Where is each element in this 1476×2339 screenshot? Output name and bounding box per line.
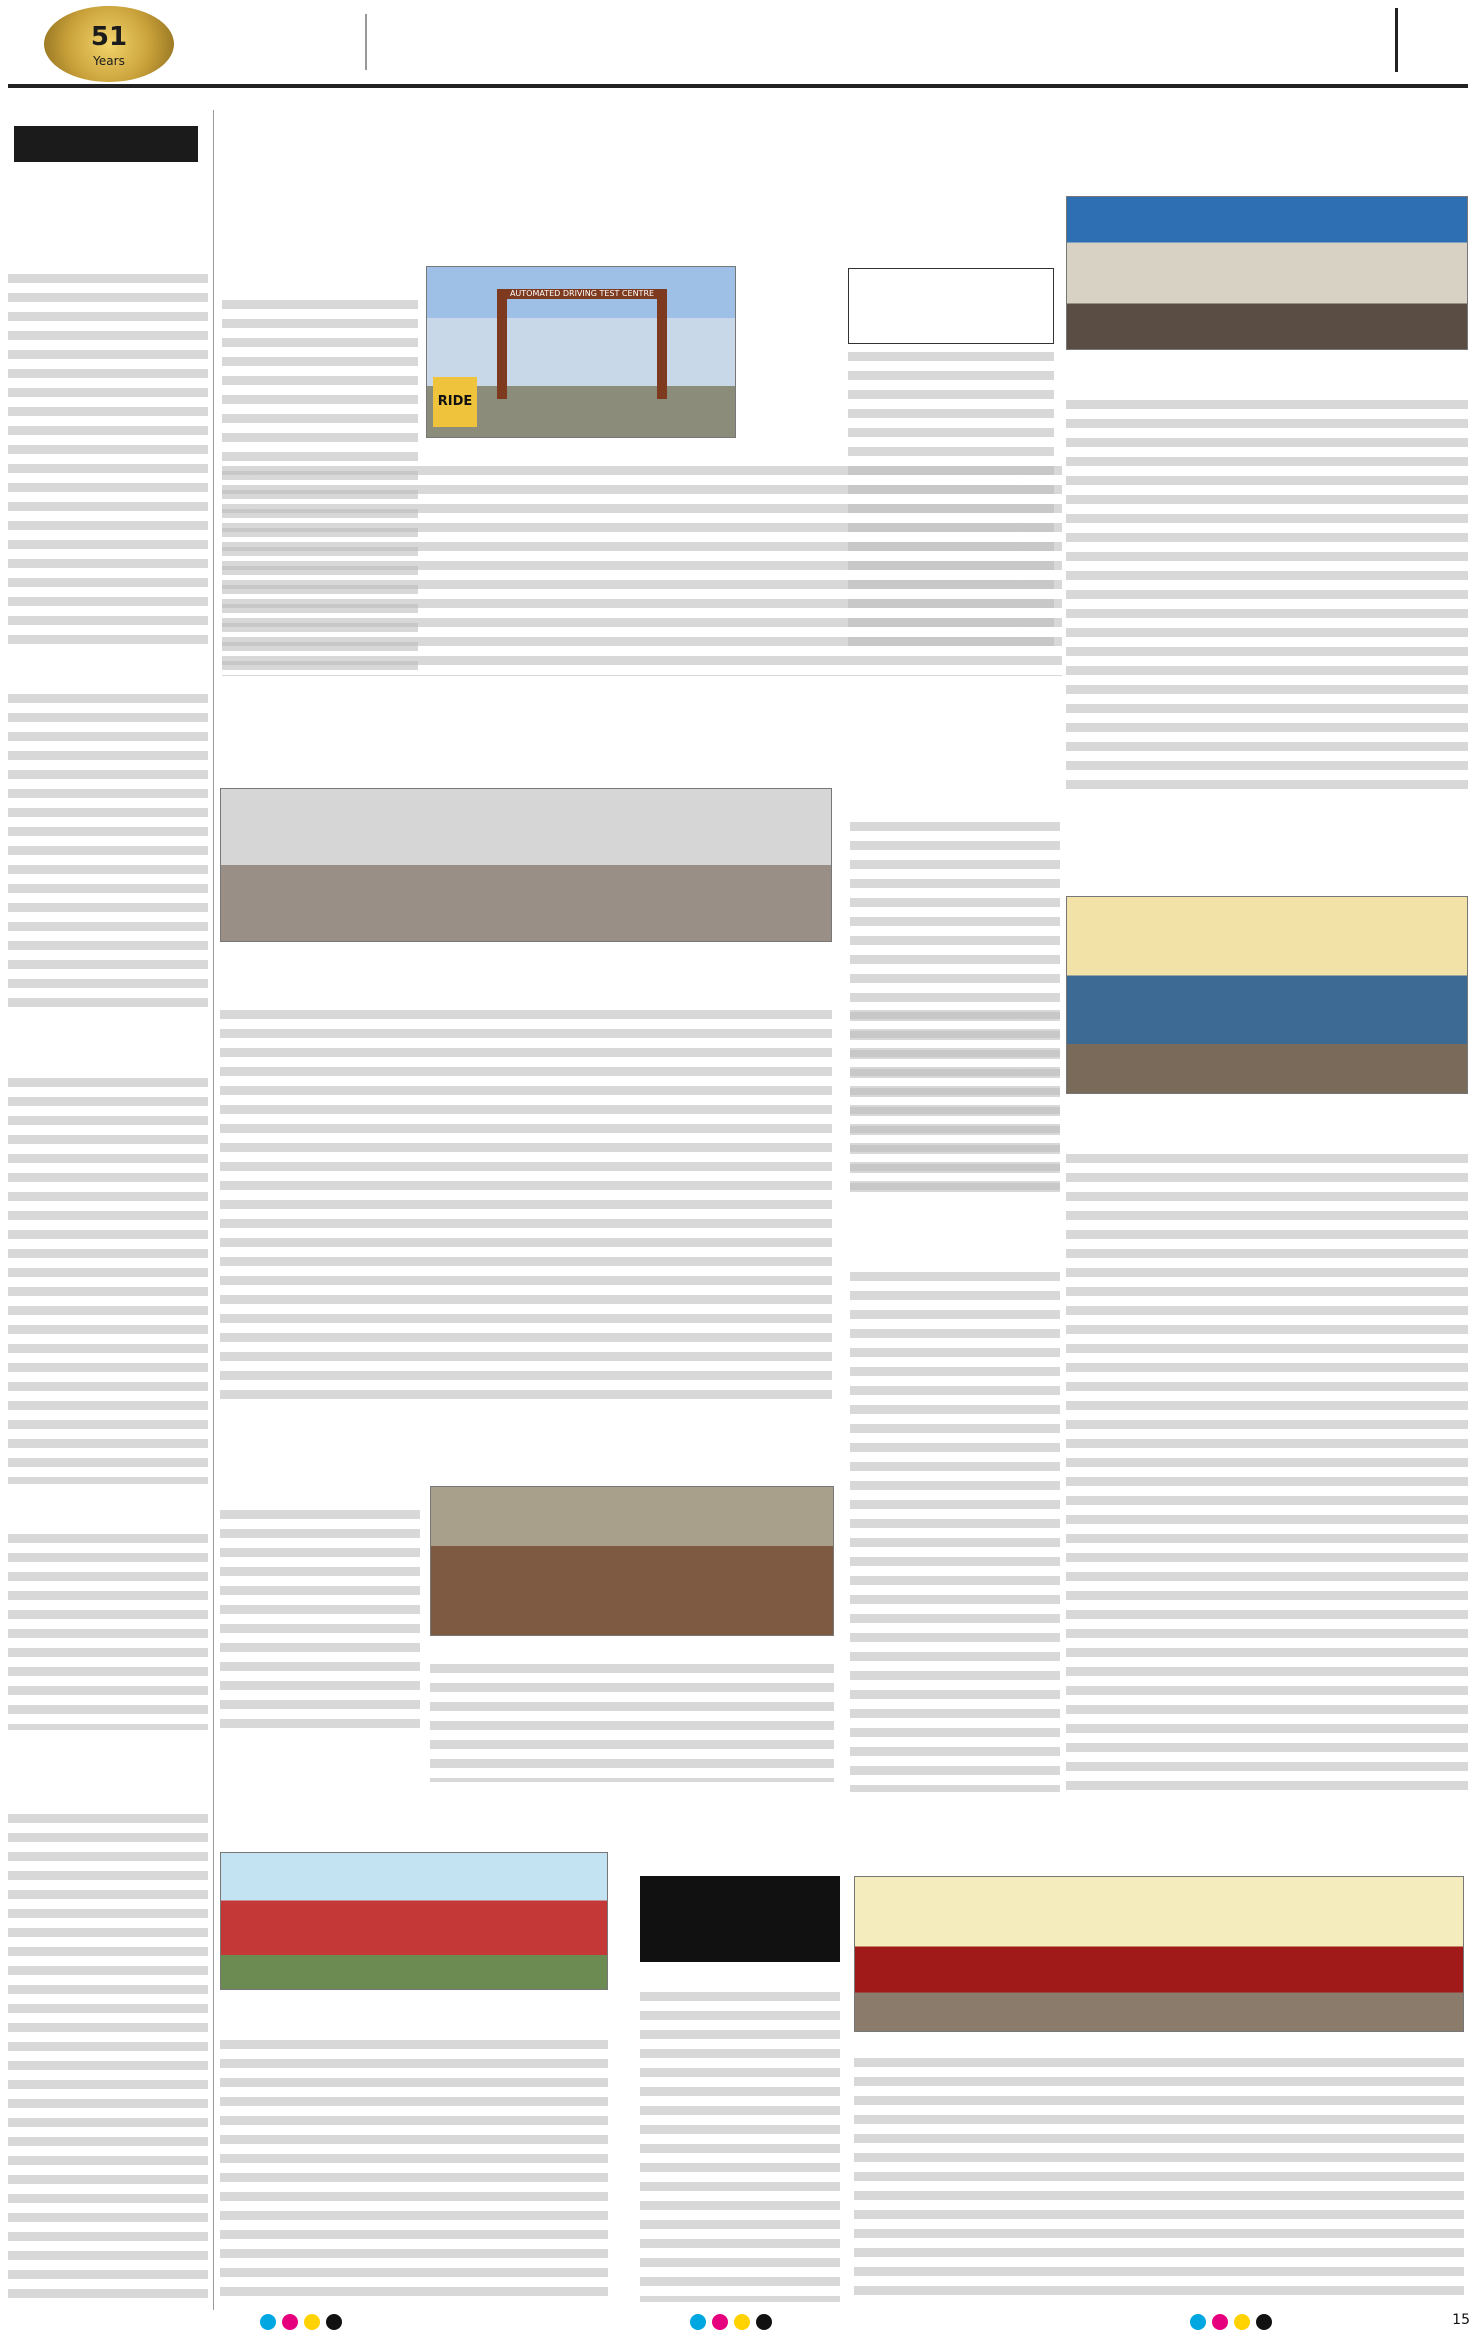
small-story-body-2 [850,1010,1060,1192]
lead-byline [222,276,418,294]
investiture-headline [216,1420,834,1476]
logo-years-number: 51 [90,22,128,52]
ride-sign: RIDE [433,377,477,427]
left-story-4-body [8,1534,208,1730]
small-story-headline [850,738,1060,798]
festival-byline [220,2016,420,2034]
right-mid-byline [1066,1130,1266,1148]
black-mark [1256,2314,1272,2330]
water-byline [640,1968,840,1986]
black-mark [326,2314,342,2330]
left-story-3-headline [8,1020,208,1074]
cyan-mark [1190,2314,1206,2330]
cyan-mark [690,2314,706,2330]
right-mid-photo-caption [1066,1098,1468,1116]
right-mid-body [1066,1154,1468,1792]
yellow-mark [1234,2314,1250,2330]
festival-photo-caption [220,1994,608,2012]
cmyk-marks-3 [1190,2314,1272,2330]
water-photo [854,1876,1464,2032]
festival-headline [216,1796,612,1844]
masthead [0,0,1476,88]
water-body-1 [640,1992,840,2302]
festival-photo [220,1852,608,1990]
magenta-mark [1212,2314,1228,2330]
lead-photo [426,266,736,438]
left-story-5-headline [8,1740,208,1810]
title-divider [1395,8,1398,72]
cyan-mark [260,2314,276,2330]
ram-navami-headline [850,1204,1060,1240]
water-headline [640,1796,1470,1866]
left-story-3-body [8,1078,208,1484]
right-top-body [1066,400,1468,796]
left-story-2-body [8,694,208,1016]
right-top-photo [1066,196,1468,350]
gate-sign-text: AUTOMATED DRIVING TEST CENTRE [509,289,655,298]
right-mid-side-headline [1272,1126,1468,1190]
footer-registration-strip [0,2304,1476,2339]
footer-page-number: 15 [1452,2312,1470,2328]
left-story-4-headline [8,1490,208,1530]
left-story-1-body [8,274,208,646]
water-photo-caption [854,2036,1464,2054]
ram-navami-byline [850,1248,1060,1266]
right-mid-photo [1066,896,1468,1094]
left-story-1-headline [8,174,208,270]
investiture-byline [220,1486,420,1504]
mid-byline [220,982,416,1000]
water-body-2 [854,2058,1464,2302]
lead-headline [222,124,862,244]
right-top-photo-caption [1066,354,1468,372]
mid-photo-caption [220,948,832,966]
lead-body-3 [848,352,1054,648]
small-story-byline [850,800,1060,818]
mid-headline [216,718,834,776]
investiture-photo [430,1486,834,1636]
masthead-divider [365,14,367,70]
masthead-rule [8,84,1468,88]
left-story-5-body [8,1814,208,2300]
magenta-mark [712,2314,728,2330]
mid-body [220,1010,832,1406]
festival-body [220,2040,608,2300]
black-mark [756,2314,772,2330]
logo-years-label: Years [93,54,125,68]
ram-navami-body [850,1272,1060,1792]
lead-pullquote [848,268,1054,344]
investiture-photo-caption [430,1640,834,1658]
yellow-mark [734,2314,750,2330]
investiture-body-2 [430,1664,834,1782]
right-top-headline [1064,122,1470,176]
water-kicker [640,1876,840,1962]
lead-photo-caption [426,442,736,460]
cmyk-marks-1 [260,2314,342,2330]
yellow-mark [304,2314,320,2330]
mid-photo [220,788,832,942]
right-top-byline [1066,376,1266,394]
left-column-divider [213,110,214,2310]
section-badge [14,126,198,162]
anniversary-logo [44,6,174,82]
investiture-body-1 [220,1510,420,1738]
left-story-2-headline [8,650,208,690]
magenta-mark [282,2314,298,2330]
cmyk-marks-2 [690,2314,772,2330]
right-mid-headline [1064,818,1470,874]
gate-arch [497,289,667,399]
